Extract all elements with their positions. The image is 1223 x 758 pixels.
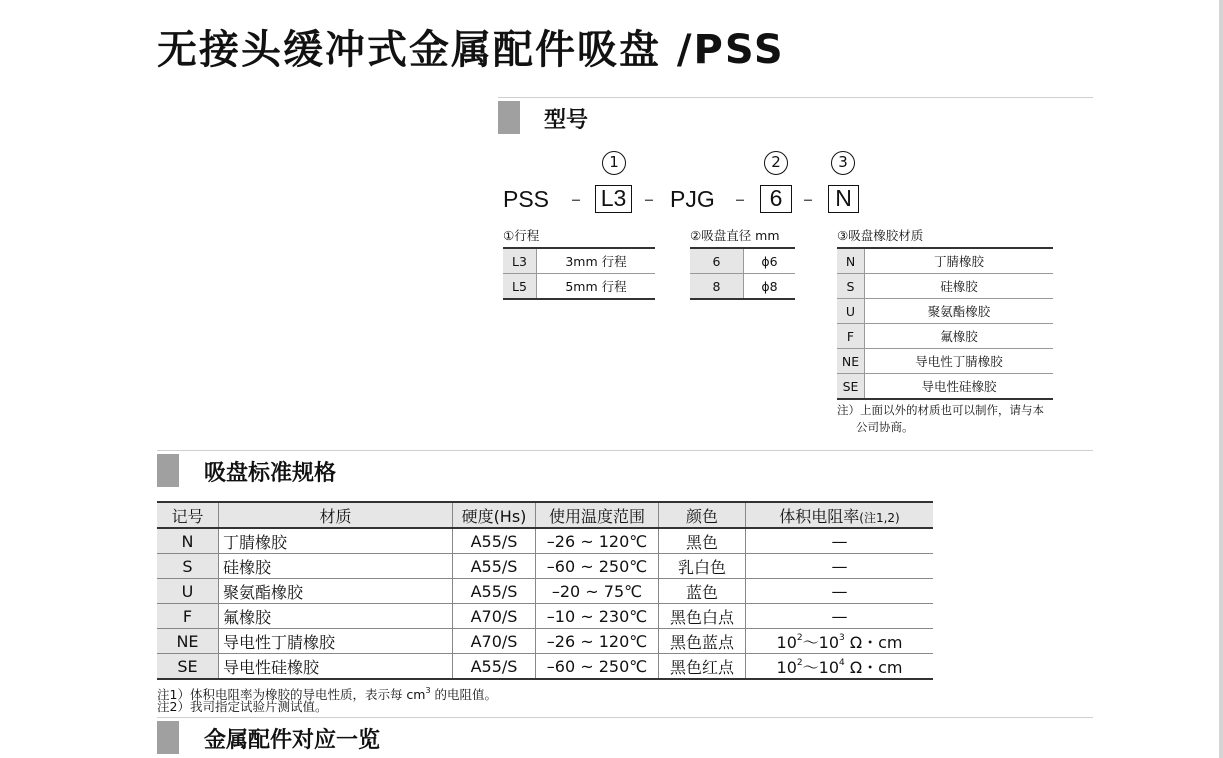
marker-1: 1 [602, 151, 626, 175]
spec-header-row [157, 502, 933, 528]
spec-hardness: A55/S [453, 579, 536, 604]
code-dash-3: – [735, 187, 745, 211]
spec-symbol: NE [157, 629, 219, 654]
spec-material: 硅橡胶 [219, 554, 453, 579]
spec-symbol: U [157, 579, 219, 604]
table-row [837, 248, 1053, 274]
section-marker-spec [157, 454, 179, 487]
code-dash-4: – [803, 187, 813, 211]
material-value: 聚氨酯橡胶 [865, 299, 1054, 324]
header-color: 颜色 [659, 502, 746, 528]
spec-hardness: A70/S [453, 604, 536, 629]
table-row [690, 248, 795, 274]
spec-color: 黑色蓝点 [659, 629, 746, 654]
table-row [837, 299, 1053, 324]
material-code: F [837, 324, 865, 349]
table-row [837, 374, 1053, 400]
spec-note-2: 注2）我司指定试验片测试值。 [157, 699, 328, 714]
table-row [837, 324, 1053, 349]
stroke-value: 5mm 行程 [537, 274, 656, 300]
spec-material: 丁腈橡胶 [219, 528, 453, 554]
section-title-spec: 吸盘标准规格 [204, 461, 337, 486]
spec-material: 氟橡胶 [219, 604, 453, 629]
diameter-value: ϕ8 [744, 274, 796, 300]
spec-resist: — [746, 528, 934, 554]
code-stroke-box: L3 [595, 185, 632, 213]
spec-symbol: SE [157, 654, 219, 680]
stroke-value: 3mm 行程 [537, 248, 656, 274]
table-row [157, 554, 933, 579]
spec-temp: –60 ~ 250℃ [536, 554, 659, 579]
stroke-code: L3 [503, 248, 537, 274]
section-rule-model [498, 97, 1093, 98]
table-row [837, 349, 1053, 374]
section-title-fittings: 金属配件对应一览 [204, 728, 381, 753]
spec-material: 导电性硅橡胶 [219, 654, 453, 680]
spec-resist: — [746, 554, 934, 579]
spec-temp: –10 ~ 230℃ [536, 604, 659, 629]
code-dia-box: 6 [760, 185, 792, 213]
spec-temp: –20 ~ 75℃ [536, 579, 659, 604]
diameter-table [690, 247, 795, 300]
material-value: 丁腈橡胶 [865, 248, 1054, 274]
material-value: 硅橡胶 [865, 274, 1054, 299]
page-edge-divider [1219, 0, 1223, 758]
table-row [157, 579, 933, 604]
material-value: 导电性丁腈橡胶 [865, 349, 1054, 374]
header-symbol: 记号 [157, 502, 219, 528]
spec-temp: –26 ~ 120℃ [536, 528, 659, 554]
material-value: 导电性硅橡胶 [865, 374, 1054, 400]
spec-color: 乳白色 [659, 554, 746, 579]
header-hardness: 硬度(Hs) [453, 502, 536, 528]
code-prefix: PSS [503, 186, 550, 212]
material-table [837, 247, 1053, 400]
material-value: 氟橡胶 [865, 324, 1054, 349]
marker-3: 3 [831, 151, 855, 175]
header-temp: 使用温度范围 [536, 502, 659, 528]
table-row [157, 528, 933, 554]
spec-color: 黑色 [659, 528, 746, 554]
table-row [690, 274, 795, 300]
spec-resist: — [746, 604, 934, 629]
section-rule-fittings [157, 717, 1093, 718]
spec-hardness: A55/S [453, 554, 536, 579]
spec-symbol: S [157, 554, 219, 579]
header-resist-note: (注1,2) [859, 510, 900, 525]
table-row [157, 629, 933, 654]
spec-hardness: A70/S [453, 629, 536, 654]
material-code: S [837, 274, 865, 299]
table-row [503, 248, 655, 274]
diameter-value: ϕ6 [744, 248, 796, 274]
diameter-caption: ②吸盘直径 mm [690, 228, 780, 243]
spec-hardness: A55/S [453, 654, 536, 680]
spec-material: 导电性丁腈橡胶 [219, 629, 453, 654]
code-dash-2: – [644, 187, 654, 211]
material-note-line2: 公司协商。 [856, 420, 914, 434]
table-row [157, 654, 933, 680]
header-resist-label: 体积电阻率 [779, 506, 860, 526]
spec-temp: –26 ~ 120℃ [536, 629, 659, 654]
material-code: SE [837, 374, 865, 400]
material-caption: ③吸盘橡胶材质 [837, 228, 924, 243]
spec-resist: $10^2\sim 10^4$ Ω・cm [746, 654, 934, 680]
spec-note-1: 注1）体积电阻率为橡胶的导电性质，表示每 $cm^3$ 的电阻值。 [157, 686, 498, 702]
spec-color: 黑色红点 [659, 654, 746, 680]
marker-2: 2 [764, 151, 788, 175]
material-note-line1: 注）上面以外的材质也可以制作，请与本 [837, 403, 1044, 417]
section-marker-fittings [157, 721, 179, 754]
diameter-code: 8 [690, 274, 744, 300]
spec-color: 蓝色 [659, 579, 746, 604]
material-code: U [837, 299, 865, 324]
material-code: NE [837, 349, 865, 374]
section-title-model: 型号 [544, 108, 589, 133]
stroke-table [503, 247, 655, 300]
spec-temp: –60 ~ 250℃ [536, 654, 659, 680]
spec-symbol: F [157, 604, 219, 629]
header-resist [746, 502, 934, 528]
stroke-code: L5 [503, 274, 537, 300]
spec-resist: $10^2\sim 10^3$ Ω・cm [746, 629, 934, 654]
spec-resist: — [746, 579, 934, 604]
page-title: 无接头缓冲式金属配件吸盘 /PSS [157, 27, 785, 73]
table-row [157, 604, 933, 629]
spec-color: 黑色白点 [659, 604, 746, 629]
code-mat-box: N [828, 185, 859, 213]
table-row [837, 274, 1053, 299]
section-rule-spec [157, 450, 1093, 451]
spec-hardness: A55/S [453, 528, 536, 554]
header-material: 材质 [219, 502, 453, 528]
section-marker-model [498, 101, 520, 134]
stroke-caption: ①行程 [503, 228, 540, 243]
material-code: N [837, 248, 865, 274]
spec-material: 聚氨酯橡胶 [219, 579, 453, 604]
table-row [503, 274, 655, 300]
diameter-code: 6 [690, 248, 744, 274]
code-mid: PJG [670, 186, 715, 212]
spec-symbol: N [157, 528, 219, 554]
code-dash-1: – [571, 187, 581, 211]
spec-table [157, 501, 933, 680]
